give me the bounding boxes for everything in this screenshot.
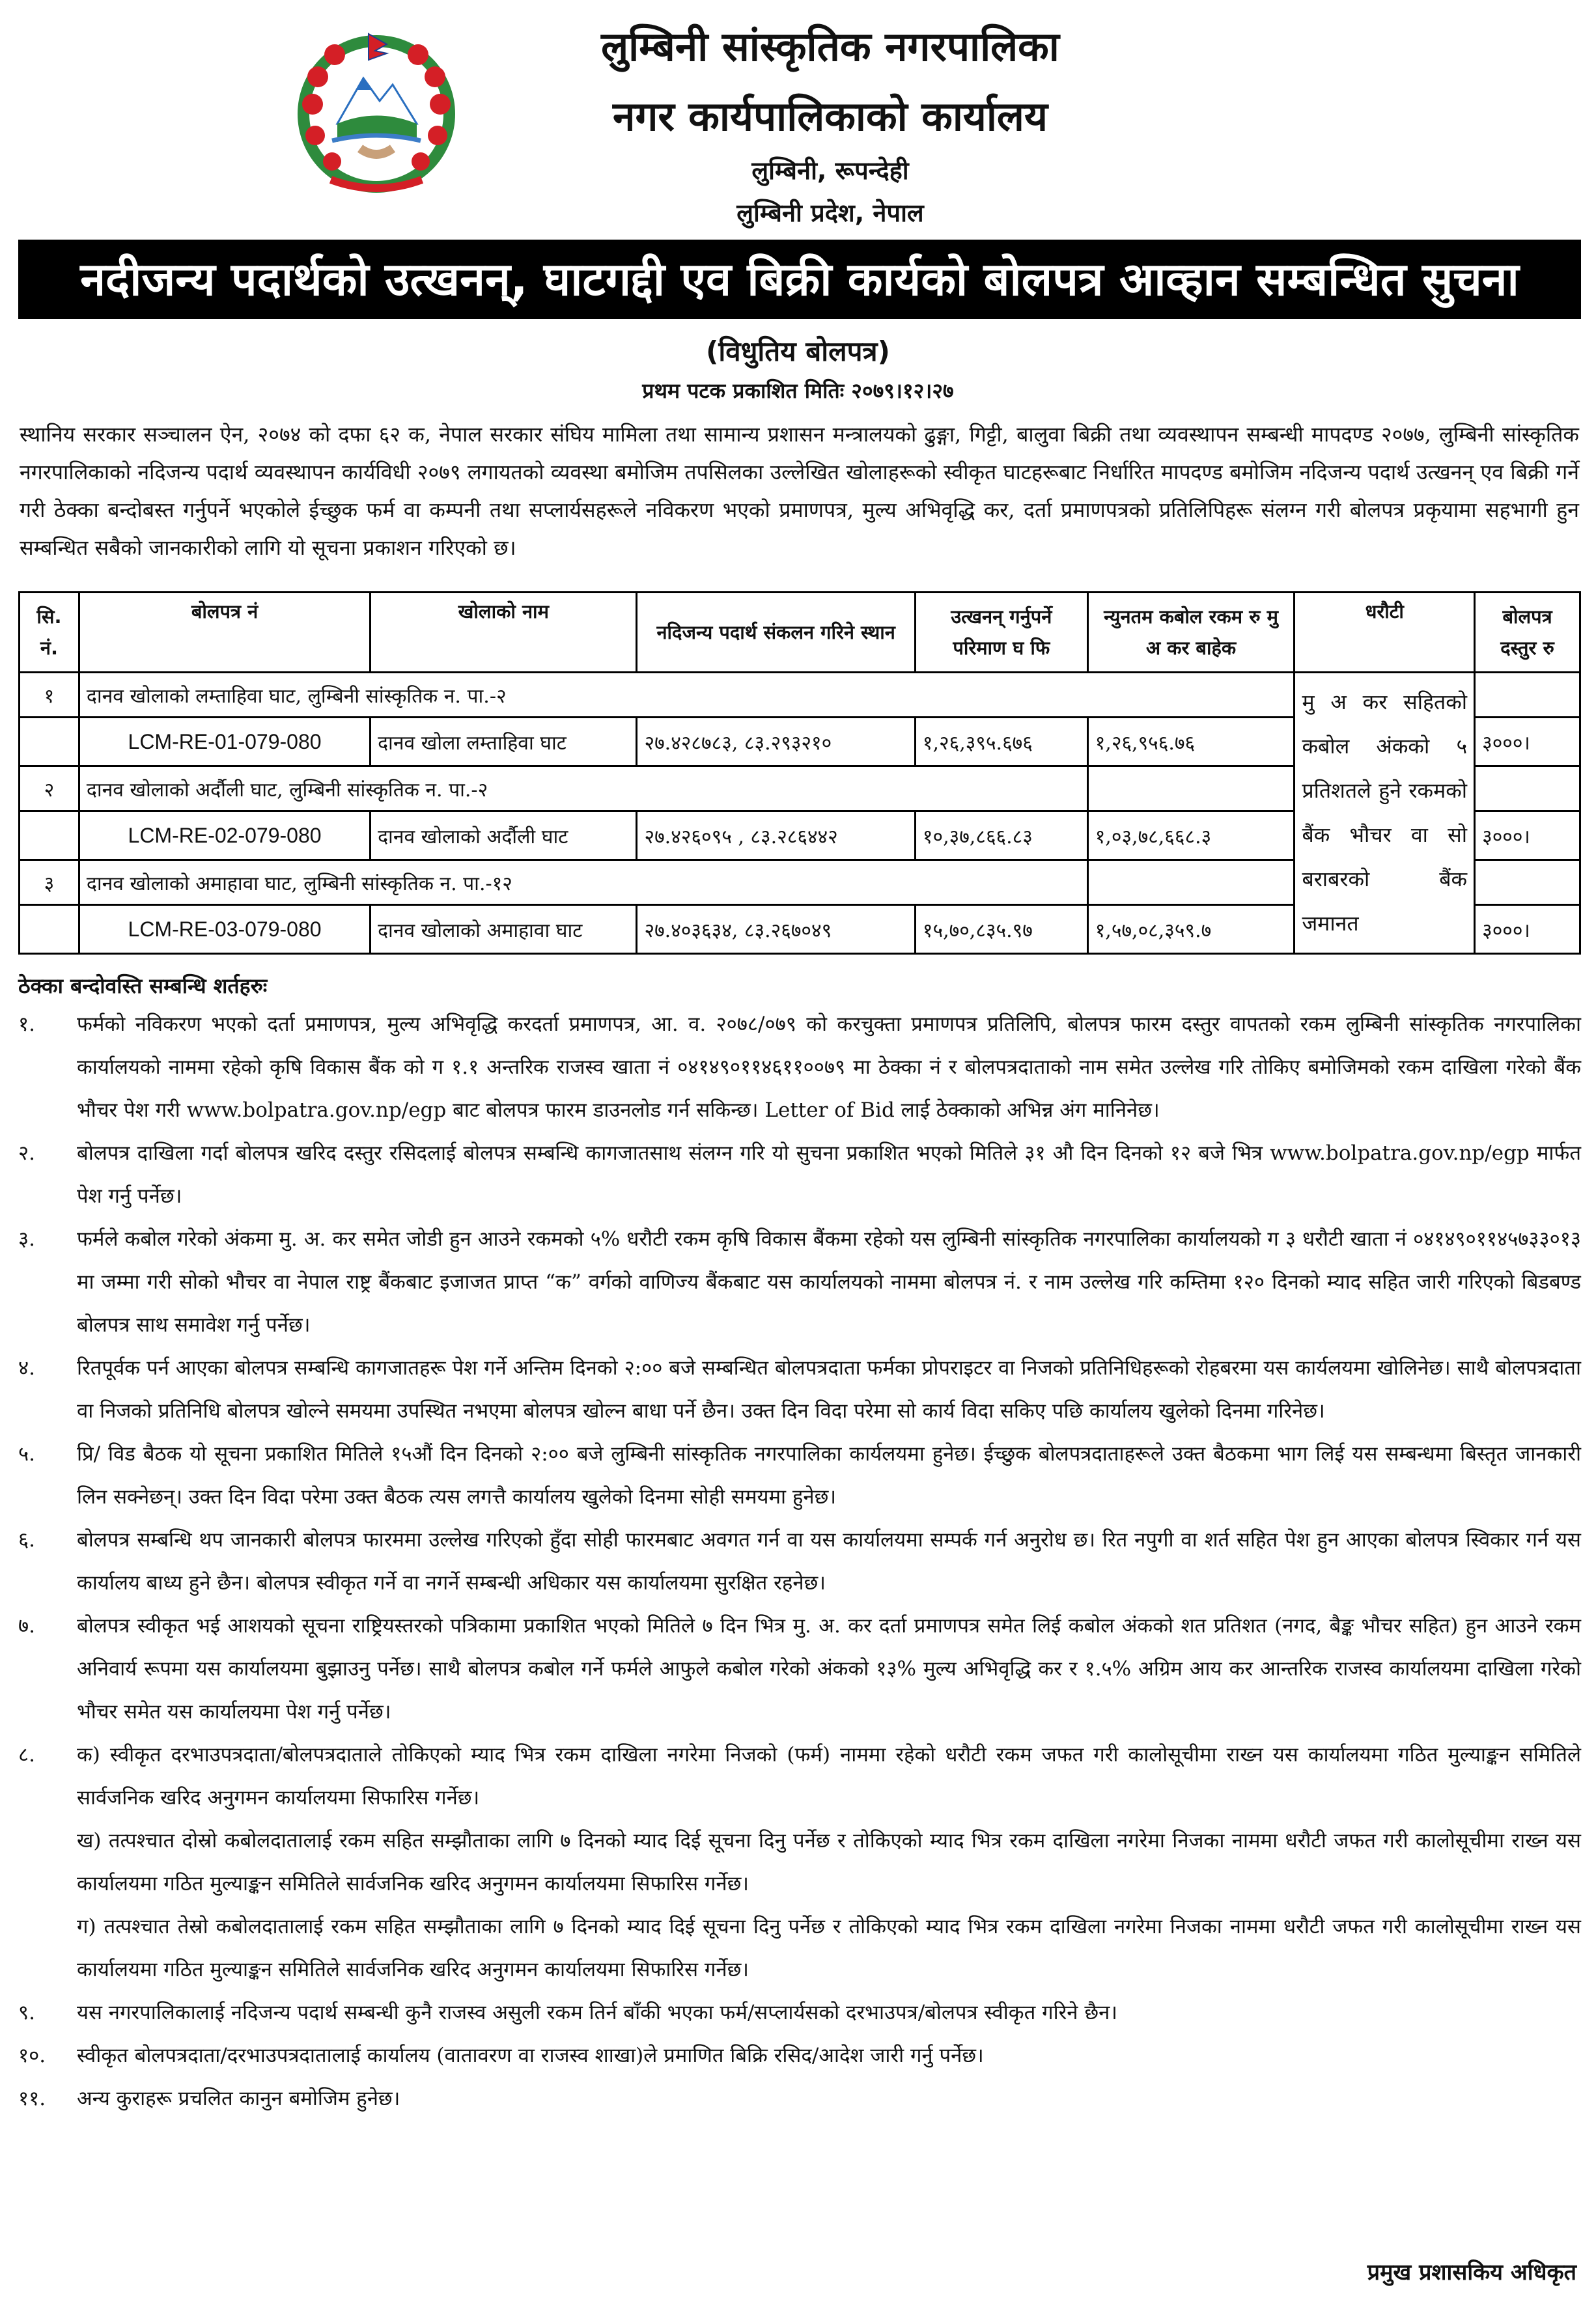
- condition-item: [18, 1132, 1581, 1218]
- conditions-heading: ठेक्का बन्दोवस्ति सम्बन्धि शर्तहरुः: [18, 973, 268, 998]
- col-header-river: खोलाको नाम: [371, 593, 637, 673]
- row-min-bid: १,२६,९५६.७६: [1087, 718, 1295, 766]
- condition-text: ख) तत्पश्चात दोस्रो कबोलदातालाई रकम सहित सम्झौताका लागि ७ दिनको म्याद दिई सूचना दिनु पर्नेछ र तोकिएको म्याद भित्र रकम दाखिला नगरेमा निजका नाममा धरौटी जफत गरी कालोसूचीमा राख्न यस कार्यालयमा गठित मुल्याङ्कन समितिले सार्वजनिक खरिद अनुगमन कार्यालयमा सिफारिस गर्नेछ।: [77, 1829, 1581, 1895]
- row-quantity: १,२६,३९५.६७६: [915, 718, 1087, 766]
- condition-number: ८.: [18, 1743, 35, 1767]
- row-site-title: दानव खोलाको अमाहावा घाट, लुम्बिनी सांस्कृतिक न. पा.-१२: [79, 860, 1087, 905]
- col-header-min-bid: न्युनतम कबोल रकम रु मु अ कर बाहेक: [1087, 593, 1295, 673]
- blank-cell: [20, 718, 79, 766]
- condition-text: बोलपत्र स्वीकृत भई आशयको सूचना राष्ट्रियस्तरको पत्रिकामा प्रकाशित भएको मितिले ७ दिन भित्र मु. अ. कर दर्ता प्रमाणपत्र समेत लिई कबोल अंकको शत प्रतिशत (नगद, बैङ्क भौचर सहित) हुन आउने रकम अनिवार्य रूपमा यस कार्यालयमा बुझाउनु पर्नेछ। साथै बोलपत्र कबोल गर्ने फर्मले आफुले कबोल गरेको अंकको १३% मुल्य अभिवृद्धि कर र १.५% अग्रिम आय कर आन्तरिक राजस्व कार्यालयमा दाखिला गरेको भौचर समेत यस कार्यालयमा पेश गर्नु पर्नेछ।: [77, 1614, 1581, 1724]
- condition-item: [18, 1433, 1581, 1518]
- district-line: लुम्बिनी, रूपन्देही: [751, 156, 909, 185]
- row-quantity: १०,३७,८६६.८३: [915, 811, 1087, 860]
- condition-number: [18, 1819, 77, 1905]
- blank-cell: [1087, 860, 1295, 905]
- condition-item: [18, 1518, 1581, 1604]
- row-location: २७.४२८७८३, ८३.२९३२१०: [637, 718, 915, 766]
- condition-item: [18, 1819, 1581, 1905]
- condition-text: स्वीकृत बोलपत्रदाता/दरभाउपत्रदातालाई कार्यालय (वातावरण वा राजस्व शाखा)ले प्रमाणित बिक्रि रसिद/आदेश जारी गर्नु पर्नेछ।: [77, 2044, 984, 2067]
- province-line: लुम्बिनी प्रदेश, नेपाल: [736, 199, 924, 227]
- condition-text: फर्मको नविकरण भएको दर्ता प्रमाणपत्र, मुल्य अभिवृद्धि करदर्ता प्रमाणपत्र, आ. व. २०७८/०७९ को करचुक्ता प्रमाणपत्र प्रतिलिपि, बोलपत्र फारम दस्तुर वापतको रकम लुम्बिनी सांस्कृतिक नगरपालिका कार्यालयको नाममा रहेको कृषि विकास बैंक को ग १.१ अन्तरिक राजस्व खाता नं ०४१४९०११४६११००७९ मा ठेक्का नं र बोलपत्रदाताको नाम समेत उल्लेख गरि तोकिए बमोजिमको रकम दाखिला गरेको बैंक भौचर पेश गरी www.bolpatra.gov.np/egp बाट बोलपत्र फारम डाउनलोड गर्न सकिन्छ। Letter of Bid लाई ठेक्काको अभिन्न अंग मानिनेछ।: [77, 1013, 1581, 1122]
- row-river: दानव खोलाको अर्दौली घाट: [371, 811, 637, 860]
- row-sn: २: [20, 766, 79, 811]
- condition-item: [18, 1003, 1581, 1132]
- condition-item: [18, 1905, 1581, 1991]
- row-bid-no: LCM-RE-01-079-080: [79, 718, 370, 766]
- condition-item: [18, 1733, 1581, 1819]
- publication-date: प्रथम पटक प्रकाशित मितिः २०७९।१२।२७: [642, 378, 954, 403]
- nepal-emblem-icon: [292, 26, 461, 195]
- condition-number: २.: [18, 1141, 35, 1165]
- row-fee: ३०००।: [1475, 905, 1580, 954]
- condition-number: ११.: [18, 2087, 46, 2110]
- fee-blank-cell: [1475, 860, 1580, 905]
- condition-item: [18, 2034, 1581, 2077]
- blank-cell: [1087, 766, 1295, 811]
- condition-item: [18, 1991, 1581, 2034]
- notice-subtitle: (विधुतिय बोलपत्र): [706, 335, 890, 367]
- row-location: २७.४०३६३४, ८३.२६७०४९: [637, 905, 915, 954]
- intro-paragraph: स्थानिय सरकार सञ्चालन ऐन, २०७४ को दफा ६२ क, नेपाल सरकार संघिय मामिला तथा सामान्य प्रशासन मन्त्रालयको ढुङ्गा, गिट्टी, बालुवा बिक्री तथा व्यवस्थापन सम्बन्धी मापदण्ड २०७७, लुम्बिनी सांस्कृतिक नगरपालिकाको नदिजन्य पदार्थ व्यवस्थापन कार्यविधी २०७९ लगायतको व्यवस्था बमोजिम तपसिलका उल्लेखित खोलाहरूको स्वीकृत घाटहरूबाट निर्धारित मापदण्ड बमोजिम नदिजन्य पदार्थ उत्खनन् एव बिक्री गर्ने गरी ठेक्का बन्दोबस्त गर्नुपर्ने भएकोले ईच्छुक फर्म वा कम्पनी तथा सप्लार्यसहरूले नविकरण भएको प्रमाणपत्र, मुल्य अभिवृद्धि कर, दर्ता प्रमाणपत्रको प्रतिलिपिहरू संलग्न गरी बोलपत्र प्रकृयामा सहभागी हुन सम्बन्धित सबैको जानकारीको लागि यो सूचना प्रकाशन गरिएको छ।: [20, 422, 1579, 560]
- row-quantity: १५,७०,८३५.९७: [915, 905, 1087, 954]
- condition-number: १०.: [18, 2044, 46, 2067]
- col-header-location: नदिजन्य पदार्थ संकलन गरिने स्थान: [637, 593, 915, 673]
- condition-number: ३.: [18, 1227, 35, 1251]
- row-bid-no: LCM-RE-03-079-080: [79, 905, 370, 954]
- col-header-fee: बोलपत्र दस्तुर रु: [1475, 593, 1580, 673]
- condition-text: क) स्वीकृत दरभाउपत्रदाता/बोलपत्रदाताले तोकिएको म्याद भित्र रकम दाखिला नगरेमा निजको (फर्म) नाममा रहेको धरौटी रकम जफत गरी कालोसूचीमा राख्न यस कार्यालयमा गठित मुल्याङ्कन समितिले सार्वजनिक खरिद अनुगमन कार्यालयमा सिफारिस गर्नेछ।: [77, 1743, 1581, 1810]
- condition-text: प्रि/ विड बैठक यो सूचना प्रकाशित मितिले १५औं दिन दिनको २:०० बजे लुम्बिनी सांस्कृतिक नगरपालिका कार्यलयमा हुनेछ। ईच्छुक बोलपत्रदाताहरूले उक्त बैठकमा भाग लिई यस सम्बन्धमा बिस्तृत जानकारी लिन सक्नेछन्। उक्त दिन विदा परेमा उक्त बैठक त्यस लगत्तै कार्यालय खुलेको दिनमा सोही समयमा हुनेछ।: [77, 1442, 1581, 1509]
- col-header-quantity: उत्खनन् गर्नुपर्ने परिमाण घ फि: [915, 593, 1087, 673]
- condition-text: ग) तत्पश्चात तेस्रो कबोलदातालाई रकम सहित सम्झौताका लागि ७ दिनको म्याद दिई सूचना दिनु पर्नेछ र तोकिएको म्याद भित्र रकम दाखिला नगरेमा निजका नाममा धरौटी जफत गरी कालोसूचीमा राख्न यस कार्यालयमा गठित मुल्याङ्कन समितिले सार्वजनिक खरिद अनुगमन कार्यालयमा सिफारिस गर्नेछ।: [77, 1915, 1581, 1981]
- condition-number: [18, 1905, 77, 1991]
- row-river: दानव खोलाको अमाहावा घाट: [371, 905, 637, 954]
- condition-text: अन्य कुराहरू प्रचलित कानुन बमोजिम हुनेछ।: [77, 2087, 400, 2110]
- row-fee: ३०००।: [1475, 811, 1580, 860]
- condition-item: [18, 1604, 1581, 1733]
- row-bid-no: LCM-RE-02-079-080: [79, 811, 370, 860]
- condition-number: ७.: [18, 1614, 35, 1638]
- table-group-row: [20, 673, 1580, 718]
- condition-item: [18, 2077, 1581, 2120]
- condition-item: [18, 1218, 1581, 1347]
- row-river: दानव खोला लम्ताहिवा घाट: [371, 718, 637, 766]
- signature-title: प्रमुख प्रशासकिय अधिकृत: [1367, 2259, 1576, 2286]
- condition-number: ६.: [18, 1528, 35, 1552]
- condition-number: ४.: [18, 1356, 35, 1380]
- tender-table: [18, 591, 1581, 955]
- row-location: २७.४२६०९५ , ८३.२८६४४२: [637, 811, 915, 860]
- condition-text: बोलपत्र सम्बन्धि थप जानकारी बोलपत्र फारममा उल्लेख गरिएको हुँदा सोही फारमबाट अवगत गर्न वा यस कार्यालयमा सम्पर्क गर्न अनुरोध छ। रित नपुगी वा शर्त सहित पेश हुन आएका बोलपत्र स्विकार गर्न यस कार्यालय बाध्य हुने छैन। बोलपत्र स्वीकृत गर्ने वा नगर्ने सम्बन्धी अधिकार यस कार्यालयमा सुरक्षित रहनेछ।: [77, 1528, 1581, 1595]
- col-header-deposit: धरौटी: [1295, 593, 1475, 673]
- condition-number: ९.: [18, 2001, 35, 2024]
- deposit-cell: मु अ कर सहितको कबोल अंकको ५ प्रतिशतले हुने रकमको बैंक भौचर वा सो बराबरको बैंक जमानत: [1295, 673, 1475, 954]
- condition-number: १.: [18, 1013, 35, 1036]
- col-header-sn: सि. नं.: [20, 593, 79, 673]
- condition-text: यस नगरपालिकालाई नदिजन्य पदार्थ सम्बन्धी कुनै राजस्व असुली रकम तिर्न बाँकी भएका फर्म/सप्लार्यसको दरभाउपत्र/बोलपत्र स्वीकृत गरिने छैन।: [77, 2001, 1118, 2024]
- row-min-bid: १,५७,०८,३५९.७: [1087, 905, 1295, 954]
- table-header-row: [20, 593, 1580, 673]
- row-site-title: दानव खोलाको अर्दौली घाट, लुम्बिनी सांस्कृतिक न. पा.-२: [79, 766, 1087, 811]
- condition-text: फर्मले कबोल गरेको अंकमा मु. अ. कर समेत जोडी हुन आउने रकमको ५% धरौटी रकम कृषि विकास बैंकमा रहेको यस लुम्बिनी सांस्कृतिक नगरपालिका कार्यालयको ग ३ धरौटी खाता नं ०४१४९०११४५७३३०१३ मा जम्मा गरी सोको भौचर वा नेपाल राष्ट्र बैंकबाट इजाजत प्राप्त “क” वर्गको वाणिज्य बैंकबाट यस कार्यालयको नाममा बोलपत्र नं. र नाम उल्लेख गरि कम्तिमा १२० दिनको म्याद सहित जारी गरिएको बिडबण्ड बोलपत्र साथ समावेश गर्नु पर्नेछ।: [77, 1227, 1581, 1337]
- fee-blank-cell: [1475, 766, 1580, 811]
- row-sn: १: [20, 673, 79, 718]
- col-header-bid-no: बोलपत्र नं: [79, 593, 370, 673]
- row-site-title: दानव खोलाको लम्ताहिवा घाट, लुम्बिनी सांस्कृतिक न. पा.-२: [79, 673, 1295, 718]
- row-sn: ३: [20, 860, 79, 905]
- blank-cell: [20, 811, 79, 860]
- condition-item: [18, 1347, 1581, 1433]
- condition-text: बोलपत्र दाखिला गर्दा बोलपत्र खरिद दस्तुर रसिदलाई बोलपत्र सम्बन्धि कागजातसाथ संलग्न गरि यो सुचना प्रकाशित भएको मितिले ३१ औ दिन दिनको १२ बजे भित्र www.bolpatra.gov.np/egp मार्फत पेश गर्नु पर्नेछ।: [77, 1141, 1581, 1208]
- row-fee: ३०००।: [1475, 718, 1580, 766]
- fee-blank-cell: [1475, 673, 1580, 718]
- condition-text: रितपूर्वक पर्न आएका बोलपत्र सम्बन्धि कागजातहरू पेश गर्ने अन्तिम दिनको २:०० बजे सम्बन्धित बोलपत्रदाता फर्मका प्रोपराइटर वा निजको प्रतिनिधिहरूको रोहबरमा यस कार्यलयमा खोलिनेछ। साथै बोलपत्रदाता वा निजको प्रतिनिधि बोलपत्र खोल्ने समयमा उपस्थित नभएमा बोलपत्र खोल्न बाधा पर्ने छैन। उक्त दिन विदा परेमा सो कार्य विदा सकिए पछि कार्यालय खुलेको दिनमा गरिनेछ।: [77, 1356, 1581, 1423]
- notice-title-banner: नदीजन्य पदार्थको उत्खनन्, घाटगद्दी एव बिक्री कार्यको बोलपत्र आव्हान सम्बन्धित सुचना: [18, 240, 1581, 319]
- row-min-bid: १,०३,७८,६६८.३: [1087, 811, 1295, 860]
- office-name: नगर कार्यपालिकाको कार्यालय: [613, 92, 1048, 140]
- condition-number: ५.: [18, 1442, 35, 1466]
- conditions-list: [18, 1003, 1581, 2120]
- blank-cell: [20, 905, 79, 954]
- municipality-name: लुम्बिनी सांस्कृतिक नगरपालिका: [601, 23, 1059, 70]
